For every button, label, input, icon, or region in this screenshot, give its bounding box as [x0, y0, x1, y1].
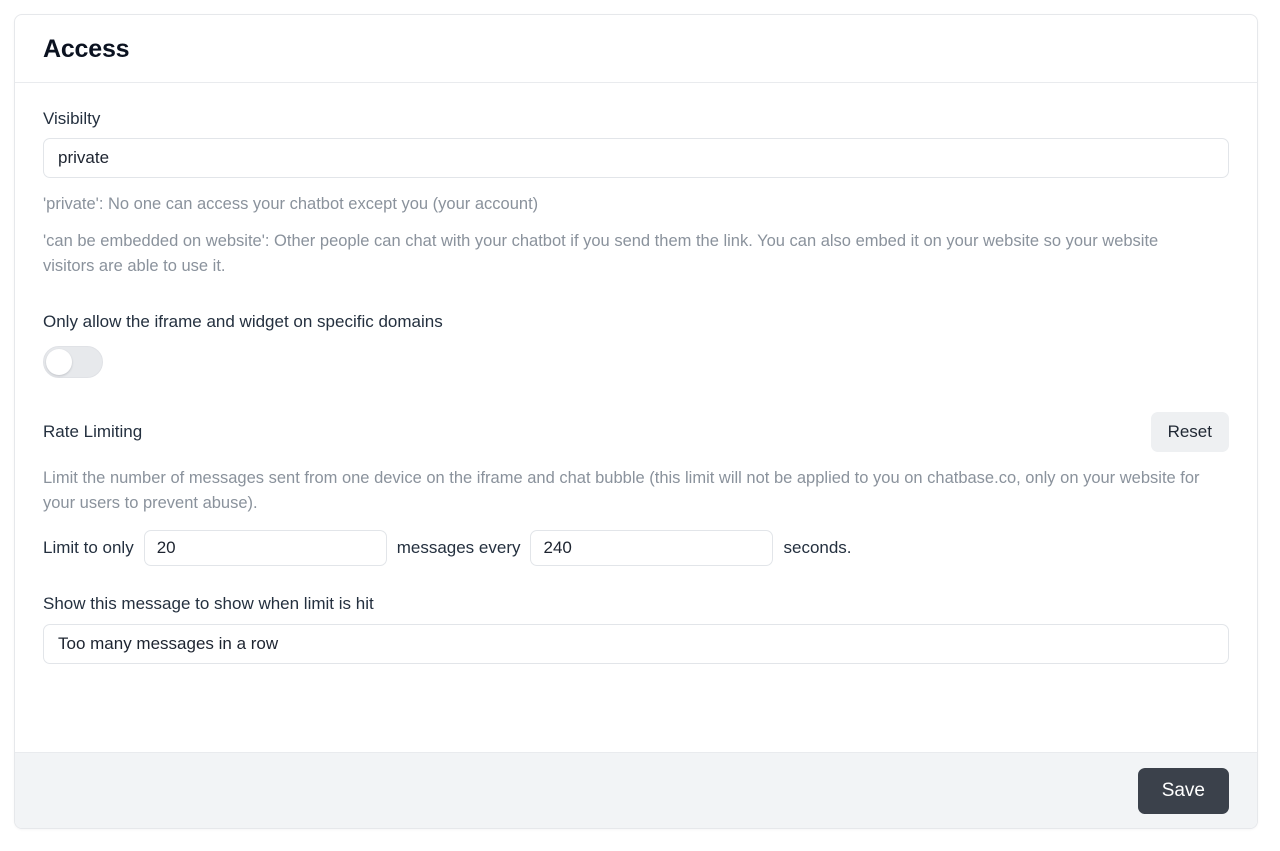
visibility-input[interactable]: [43, 138, 1229, 178]
rate-limit-row: [43, 530, 1229, 566]
card-footer: [15, 752, 1257, 828]
limit-message-label: Show this message to show when limit is hit: [43, 593, 374, 613]
domains-label: Only allow the iframe and widget on specific domains: [43, 312, 443, 332]
visibility-help-embed: 'can be embedded on website': Other people can chat with your chatbot if you send them the link. You can also embed it on your website so your website visitors are able to use it.: [43, 231, 1159, 275]
visibility-label: Visibilty: [43, 109, 101, 128]
limit-suffix-label: seconds.: [783, 537, 852, 557]
card-body: [15, 83, 1257, 752]
limit-message-input[interactable]: [43, 624, 1229, 664]
rate-limiting-description: Limit the number of messages sent from one device on the iframe and chat bubble (this limit will not be applied to you on chatbase.co, only on your website for your users to prevent abuse).: [43, 469, 1200, 512]
access-settings-card: [14, 14, 1258, 829]
spacer-1: [43, 278, 1229, 312]
rate-limiting-header: [43, 412, 1229, 452]
card-header: [15, 15, 1257, 83]
messages-count-input[interactable]: [144, 530, 387, 566]
reset-button[interactable]: Reset: [1151, 412, 1229, 452]
visibility-help-private: 'private': No one can access your chatbot except you (your account): [43, 195, 539, 213]
rate-limiting-heading: Rate Limiting: [43, 422, 143, 442]
limit-middle-label: messages every: [396, 537, 521, 557]
save-button[interactable]: Save: [1138, 768, 1229, 814]
limit-prefix-label: Limit to only: [43, 537, 134, 557]
seconds-input[interactable]: [530, 530, 773, 566]
spacer-2: [43, 378, 1229, 412]
domains-toggle[interactable]: [43, 346, 103, 378]
page-title: Access: [43, 35, 130, 63]
toggle-knob: [46, 349, 72, 375]
